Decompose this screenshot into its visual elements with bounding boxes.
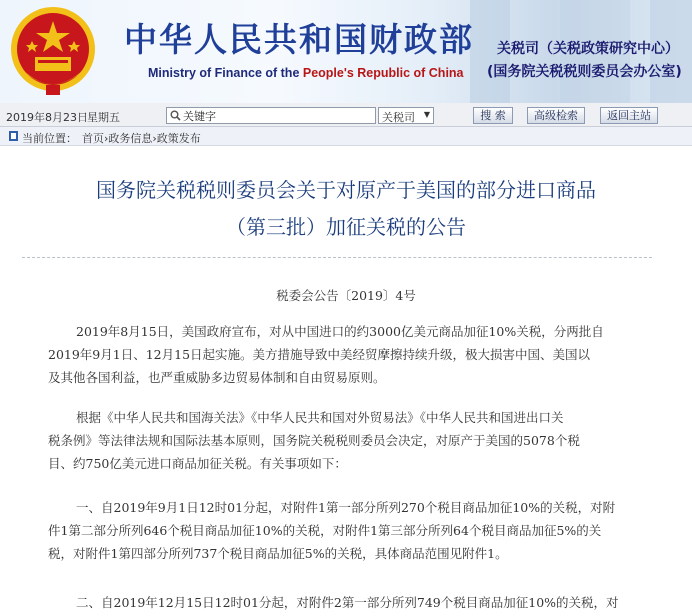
paragraph-line: 目、约750亿美元进口商品加征关税。有关事项如下： xyxy=(48,456,347,471)
article-paragraph-1 xyxy=(48,320,658,389)
paragraph-line: 根据《中华人民共和国海关法》《中华人民共和国对外贸易法》《中华人民共和国进出口关 xyxy=(76,410,564,425)
search-button[interactable]: 搜 索 xyxy=(473,107,513,124)
chevron-down-icon: ▼ xyxy=(423,110,430,119)
site-title-english-highlight: People's Republic of China xyxy=(302,66,464,80)
site-header-banner xyxy=(0,0,692,103)
paragraph-line: 件1第二部分所列646个税目商品加征10%的关税，对附件1第三部分所列64个税目商品加征5%的关 xyxy=(48,523,602,538)
paragraph-line: 二、自2019年12月15日12时01分起，对附件2第一部分所列749个税目商品加征10%的关税，对 xyxy=(76,595,619,610)
article-paragraph-3 xyxy=(48,496,658,565)
breadcrumb-label: 当前位置： xyxy=(22,132,77,145)
article-title-line-1: 国务院关税税则委员会关于对原产于美国的部分进口商品 xyxy=(96,178,596,202)
current-date: 2019年8月23日 xyxy=(6,111,88,124)
paragraph-line: 税，对附件1第四部分所列737个税目商品加征5%的关税，具体商品范围见附件1。 xyxy=(48,546,508,561)
title-divider xyxy=(22,257,652,258)
article-paragraph-2 xyxy=(48,406,658,475)
paragraph-line: 2019年9月1日、12月15日起实施。美方措施导致中美经贸摩擦持续升级，极大损害中国、美国以 xyxy=(48,347,591,362)
breadcrumb-path[interactable]: 首页›政务信息›政策发布 xyxy=(82,132,201,145)
current-weekday: 星期五 xyxy=(87,111,120,124)
search-scope-select[interactable] xyxy=(378,107,434,124)
national-emblem-icon[interactable] xyxy=(8,3,98,99)
site-title-english xyxy=(148,66,464,80)
article-paragraph-4 xyxy=(48,591,658,614)
search-icon xyxy=(170,110,181,121)
breadcrumb xyxy=(0,127,692,146)
paragraph-line: 一、自2019年9月1日12时01分起，对附件1第一部分所列270个税目商品加征10%的关税，对附 xyxy=(76,500,616,515)
search-input[interactable] xyxy=(183,109,371,122)
department-subtitle: (国务院关税税则委员会办公室) xyxy=(487,64,682,80)
document-number: 税委会公告〔2019〕4号 xyxy=(276,288,416,303)
department-name: 关税司（关税政策研究中心） xyxy=(497,41,679,57)
site-title-chinese: 中华人民共和国财政部 xyxy=(124,20,474,59)
paragraph-line: 税条例》等法律法规和国际法基本原则，国务院关税税则委员会决定，对原产于美国的5078个税 xyxy=(48,433,580,448)
paragraph-line: 及其他各国利益，也严重威胁多边贸易体制和自由贸易原则。 xyxy=(48,370,386,385)
advanced-search-button[interactable]: 高级检索 xyxy=(527,107,585,124)
search-scope-value: 关税司 xyxy=(382,111,415,124)
location-marker-icon xyxy=(9,131,18,141)
article-title-line-2: （第三批）加征关税的公告 xyxy=(226,215,466,239)
paragraph-line: 2019年8月15日，美国政府宣布，对从中国进口的约3000亿美元商品加征10%关税，分两批自 xyxy=(76,324,604,339)
site-title-english-prefix: Ministry of Finance of the xyxy=(148,66,303,80)
return-home-button[interactable]: 返回主站 xyxy=(600,107,658,124)
search-toolbar xyxy=(0,103,692,127)
search-field[interactable] xyxy=(166,107,376,124)
